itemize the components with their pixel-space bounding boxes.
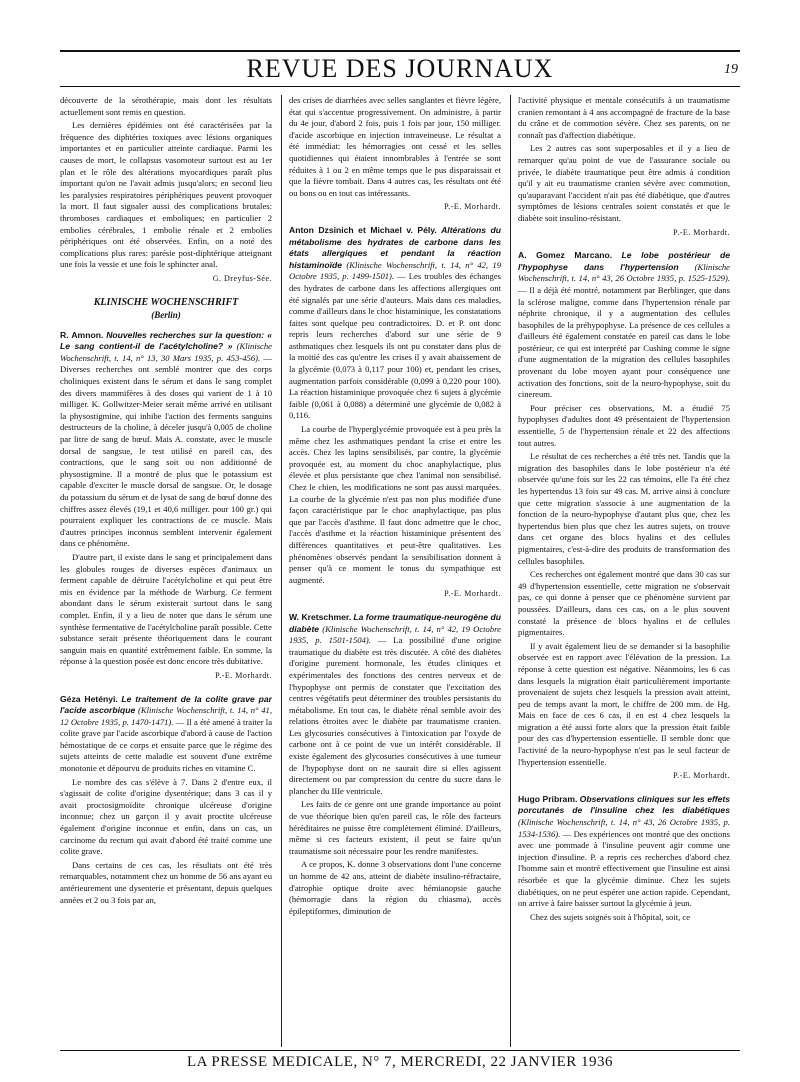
- article-reference: (Klinische Wochenschrift, t. 14, n° 41, 12 Octobre 1935, p. 1470-1471).: [60, 705, 272, 727]
- article-title: Le lobe postérieur de l'hypophyse dans l'hypertension: [518, 250, 730, 272]
- author-signature: P.-E. Morhardt.: [215, 670, 272, 680]
- article-title: Le traitement de la colite grave par l'acide ascorbique: [60, 693, 272, 716]
- footer-rule: [60, 1050, 740, 1051]
- article-author: A. Gomez Marcano.: [518, 250, 613, 261]
- article-body: — Il a été amené à traiter la colite grave par l'acide ascorbique d'abord à cause de l'action hémostatique de ce corps et ensuite parce que le régime des sujets atteints de cette maladie est souvent d'une extrême monotonie et dépourvu de produits riches en vitamine C.: [60, 716, 272, 774]
- page-footer: LA PRESSE MEDICALE, N° 7, MERCREDI, 22 JANVIER 1936: [186, 1054, 614, 1070]
- journal-section-title: KLINISCHE WOCHENSCHRIFT: [93, 296, 239, 308]
- article-reference: (Klinische Wochenschrift, t. 14, n° 42, 19 Octobre 1935, p. 1499-1501).: [289, 259, 501, 282]
- column-divider: [510, 95, 511, 1047]
- author-signature: P.-E. Morhardt.: [444, 202, 501, 212]
- column-1: [60, 95, 272, 1045]
- paragraph: Il y avait également lieu de se demander si la basophilie observée est en rapport avec l'élévation de la pression. La réponse à cette question est négative. Néanmoins, les 6 cas dans lesquels la migration était particulièrement importante provenaient de sujets chez lesquels la pression avait atteint, peu de temps avant la mort, le chiffre de 200 mm. de Hg. Mais en face de ces 6 cas, il en est 4 chez lesquels la migration a été aussi forte alors que la pression était faible pour des cas d'hypertension essentielle. Il semble donc que l'activité de la neuro-hypophyse n'est pas le seul facteur de l'hypertension essentielle.: [518, 640, 730, 767]
- article-body: — Les troubles des échanges des hydrates de carbone dans les affections allergiques ont été signalés par une série d'auteurs. Mais dans ces maladies, comme d'ailleurs dans le choc histaminique, les constatations faites sont quelque peu contradictoires. D. et P. ont donc repris leurs recherches d'abord sur une série de 9 asthmatiques chez lesquels ils ont pu constater dans plus de la moitié des cas qu'entre les crises il y avait abaissement de la glycémie (0,073 à 0,117 pour 100) et, pendant les crises, augmentation parfois considérable (0,099 à 0,220 pour 100). La réaction histaminique provoquée chez 6 sujets à glycémie faible (0,061 à 0,088) a déterminé une glycémie de 0,082 à 0,116.: [289, 271, 501, 421]
- article-reference: (Klinische Wochenschrift, t. 14, n° 13, 30 Mars 1935, p. 453-456).: [60, 341, 272, 363]
- paragraph: A ce propos, K. donne 3 observations dont l'une concerne un homme de 42 ans, atteint de diabète insulino-réfractaire, d'atrophie optique droite avec hémianopsie gauche (hémorragie dans la région du chiasma), accès épileptiformes, diminution de: [289, 859, 501, 916]
- article-title: Altérations du métabolisme des hydrates de carbone dans les états allergiques et pendant la réaction histaminoïde: [289, 224, 501, 270]
- paragraph: Dans certains de ces cas, les résultats ont été très remarquables, notamment chez un homme de 56 ans ayant eu antérieurement une dysenterie et présentant, depuis quelques années et 2 ou 3 fois par an,: [60, 859, 272, 905]
- article-reference: (Klinische Wochenschrift, t. 14, n° 43, 26 Octobre 1935, p. 1525-1529).: [518, 261, 730, 284]
- paragraph: Le nombre des cas s'élève à 7. Dans 2 d'entre eux, il s'agissait de colite d'origine dysentérique; dans 3 cas il y avait proctosigmoïdite chronique ulcéreuse d'origine inconnue; chez un garçon il y avait proctite ulcéreuse également d'origine inconnue et enfin, dans un cas, un carcinome du rectum qui avait d'abord été traité comme une colite grave.: [60, 776, 272, 857]
- paragraph: Les dernières épidémies ont été caractérisées par la fréquence des diphtéries toxiques avec lésions organiques importantes et en particulier atteinte cardiaque. Parmi les causes de mort, le collapsus vasomoteur surtout est au 1er plan et le rôle des altérations myocardiques paraît plus important qu'on ne l'avait admis jusqu'alors; en second lieu les paralysies respiratoires périphériques peuvent provoquer la mort. Il faut signaler aussi des complications brutales: thromboses cardiaques et emboliques; en particulier 2 embolies cérébrales, 1 embolie rénale et 2 embolies périphériques ont été observées. Enfin, on a noté des complications plus rares: parésie post-diphtérique atteignant une fois la vessie et une fois le sphincter anal.: [60, 120, 272, 270]
- paragraph: Pour préciser ces observations, M. a étudié 75 hypophyses d'adultes dont 49 présentaient de l'hypertension essentielle, 5 de l'hypertension rénale et 22 des affections tout autres.: [518, 402, 730, 448]
- paragraph: Les faits de ce genre ont une grande importance au point de vue théorique bien qu'en pareil cas, le rôle des facteurs héréditaires ne puisse être complètement éliminé. D'ailleurs, même si ces facteurs existent, il peut se faire qu'un traumatisme soit nécessaire pour les rendre manifestes.: [289, 799, 501, 856]
- article-abstract: [60, 330, 272, 550]
- article-abstract: [289, 612, 501, 798]
- page-title: REVUE DES JOURNAUX: [246, 54, 554, 83]
- author-signature: P.-E. Morhardt.: [444, 589, 501, 599]
- journal-section-city: (Berlin): [151, 310, 181, 321]
- paragraph: La courbe de l'hyperglycémie provoquée est à peu près la même chez les asthmatiques pendant la crise et entre les accès. Chez les lapins sensibilisés, par contre, la glycémie provoquée est, au moment du choc anaphylactique, plus élevée et plus persistante que chez l'animal non sensibilisé. Chez le chien, les modifications ne sont pas aussi marquées. La courbe de la glycémie n'est pas non plus modifiée d'une façon caractéristique par le choc anaphylactique, pas plus que par l'accès d'asthme. Il faut donc admettre que le choc, l'accès d'asthme et la réaction histaminique présentent des différences quantitatives et peut-être qualitatives. Les phénomènes observés pendant la sensibilisation donnent à penser qu'à ce moment le tonus du sympathique est augmenté.: [289, 424, 501, 585]
- author-signature: G. Dreyfus-Sée.: [212, 273, 272, 283]
- author-signature: P.-E. Morhardt.: [673, 771, 730, 781]
- header-bottom-rule: [60, 86, 740, 87]
- article-body: — La possibilité d'une origine traumatique du diabète est très discutée. A côté des diabètes d'origine purement hormonale, les études cliniques et expérimentales des fonctions des centres nerveux et de l'hypophyse ont permis de constater que l'excitation des centres végétatifs peut déterminer des troubles persistants du métabolisme. En tout cas, le diabète rénal semble avoir des relations étroites avec le diabète par traumatisme cranien. Les glycosuries consécutives à l'intoxication par l'oxyde de carbone ont à ce point de vue un intérêt considérable. Il existe également des glycosuries consécutives à une tumeur de l'hypophyse dont on ne saurait dire si elles agissent directement ou par compression du centre du sucre dans le plancher du IIIe ventricule.: [289, 635, 501, 796]
- article-abstract: [60, 694, 272, 775]
- paragraph: Le résultat de ces recherches a été très net. Tandis que la migration des basophiles dans le lobe postérieur n'a été observée qu'une fois sur les 22 cas témoins, elle l'a été chez les hypertendus 13 fois sur 49 cas. M. arrive ainsi à conclure que cette migration s'associe à une augmentation de la fonction de la neuro-hypophyse d'autant plus que, chez les hypertendus bien plus que chez les autres sujets, on trouve dans cet organe des blocs hyalins et des cellules pigmentaires, c'est-à-dire des produits de transformation des cellules basophiles.: [518, 451, 730, 566]
- article-author: Hugo Pribram.: [518, 793, 578, 804]
- article-body: — Il a déjà été montré, notamment par Berblinger, que dans la sclérose maligne, comme dans l'hypertension rénale par néphrite chronique, il y a augmentation des cellules basophiles de la préhypophyse. La présence de ces cellules a d'ailleurs été également constatée en pareil cas dans le lobe postérieur, ce qui est interprété par Cushing comme le signe d'une augmentation de la migration des cellules basophiles provenant du lobe moyen ayant pour conséquence une activation des fonctions, soit de la neuro-hypophyse, soit du cinereum.: [518, 284, 730, 400]
- paragraph: découverte de la sérothérapie, mais dont les résultats actuellement sont remis en question.: [60, 95, 272, 117]
- article-reference: (Klinische Wochenschrift, t. 14, n° 42, 19 Octobre 1935, p. 1501-1504).: [289, 623, 501, 646]
- article-author: W. Kretschmer.: [289, 611, 352, 622]
- header-top-rule: [60, 50, 740, 52]
- author-signature: P.-E. Morhardt.: [673, 227, 730, 237]
- paragraph: Les 2 autres cas sont superposables et il y a lieu de remarquer qu'au point de vue de l'assurance sociale ou privée, le diabète traumatique peut être admis à condition qu'il y ait eu traumatisme cranien sévère avec commotion, qu'auparavant l'accident n'ait pas été diabétique, que d'autres symptômes de lésions centrales soient constatés et que le diabète soit insulino-résistant.: [518, 143, 730, 223]
- article-abstract: [518, 250, 730, 401]
- article-title: Nouvelles recherches sur la question: « Le sang contient-il de l'acétylcholine? »: [60, 329, 272, 352]
- article-author: Anton Dzsinich et Michael v. Pély.: [289, 224, 437, 235]
- paragraph: Chez des sujets soignés soit à l'hôpital, soit, ce: [530, 911, 691, 922]
- article-body: — Des expériences ont montré que des onctions avec une pommade à l'insuline peuvent agir comme une injection d'insuline. P. a repris ces recherches d'abord chez l'homme sain et montré effectivement que l'insuline est ainsi résorbée et que la glycémie diminue. Chez les sujets diabétiques, on ne peut espérer une action rapide. Cependant, on arrive à faire baisser surtout la glycémie à jeun.: [518, 828, 730, 909]
- article-author: R. Amnon.: [60, 329, 104, 340]
- paragraph: l'activité physique et mentale consécutifs à un traumatisme cranien remontant à 4 ans accompagné de fracture de la base du crâne et de commotion sévère. Chez ses parents, on ne connaît pas d'affection diabétique.: [518, 95, 730, 140]
- article-title: La forme traumatique-neurogène du diabète: [289, 611, 501, 634]
- article-abstract: [518, 794, 730, 910]
- page-number: 19: [724, 62, 738, 77]
- paragraph: D'autre part, il existe dans le sang et principalement dans les globules rouges de diverses espèces d'animaux un ferment capable de détruire l'acétylcholine et qui peut être mis en évidence par la méthode de Warburg. Ce ferment abondant dans le sérum existerait surtout dans le sang complet. Enfin, il y a lieu de noter que dans le sérum une synthèse fermentative de l'acétylcholine paraît possible. Cette substance serait présente théoriquement dans le courant sanguin mais en quantité extrêmement faible. En somme, la réponse à la question posée est donc encore très dubitative.: [60, 551, 272, 667]
- column-divider: [281, 95, 282, 1047]
- article-title: Observations cliniques sur les effets porcutanés de l'insuline chez les diabétiques: [518, 793, 730, 816]
- paragraph: des crises de diarrhées avec selles sanglantes et fièvre légère, état qui s'accentue progressivement. On administre, à partir du 4e jour, d'abord 2 fois, puis 1 fois par jour, 150 milliger. d'acide ascorbique en injection intraveineuse. Le résultat a été immédiat: les hémorragies ont cessé et les selles quotidiennes qui étaient innombrables à l'entrée se sont réduites à 1 ou 2 en même temps que le pus disparaissait et que la fièvre tombait. Dans 4 autres cas, les résultats ont été ou bons ou en tout cas intéressants.: [289, 95, 501, 198]
- article-reference: (Klinische Wochenschrift, t. 14, n° 43, 26 Octobre 1935, p. 1534-1536).: [518, 817, 730, 839]
- article-abstract: [289, 225, 501, 422]
- column-2: [289, 95, 501, 1045]
- article-body: — Diverses recherches ont semblé montrer que des corps choliniques existent dans le sérum et dans le sang complet des divers mammifères à des doses qui varient de 1 à 10 milliger. K. Gollwitzer-Meier serait même arrivé en utilisant la physostigmine, qui inhibe l'action des ferments sanguins destructeurs de la choline, à déceler jusqu'à 0,005 de choline par litre de sang de bœuf. Mais A. constate, avec le muscle dorsal de sangsue, le test utilisé en pareil cas, des contractions, que le sang soit ou non additionné de physostigmine. Il a montré de plus que le potassium est capable d'exciter le muscle dorsal de sangsue. Or, le dosage du potassium du sérum et de lysat de sang de bœuf donne des chiffres assez élevés (19,1 et 40,6 milliger. pour 100 gr.) qui pourraient expliquer les contractions de ce muscle. Mais d'autres principes inconnus semblent intervenir également dans ce phénomène.: [60, 352, 272, 549]
- column-3: [518, 95, 730, 1045]
- paragraph: Ces recherches ont également montré que dans 30 cas sur 49 d'hypertension essentielle, cette migration ne s'observait pas, ce qui donne à penser que ce phénomène survient par poussées. D'ailleurs, dans ces cas, on a le plus souvent constaté la présence de blocs hyalins et de cellules pigmentaires.: [518, 569, 730, 638]
- article-author: Géza Hetényi.: [60, 693, 118, 704]
